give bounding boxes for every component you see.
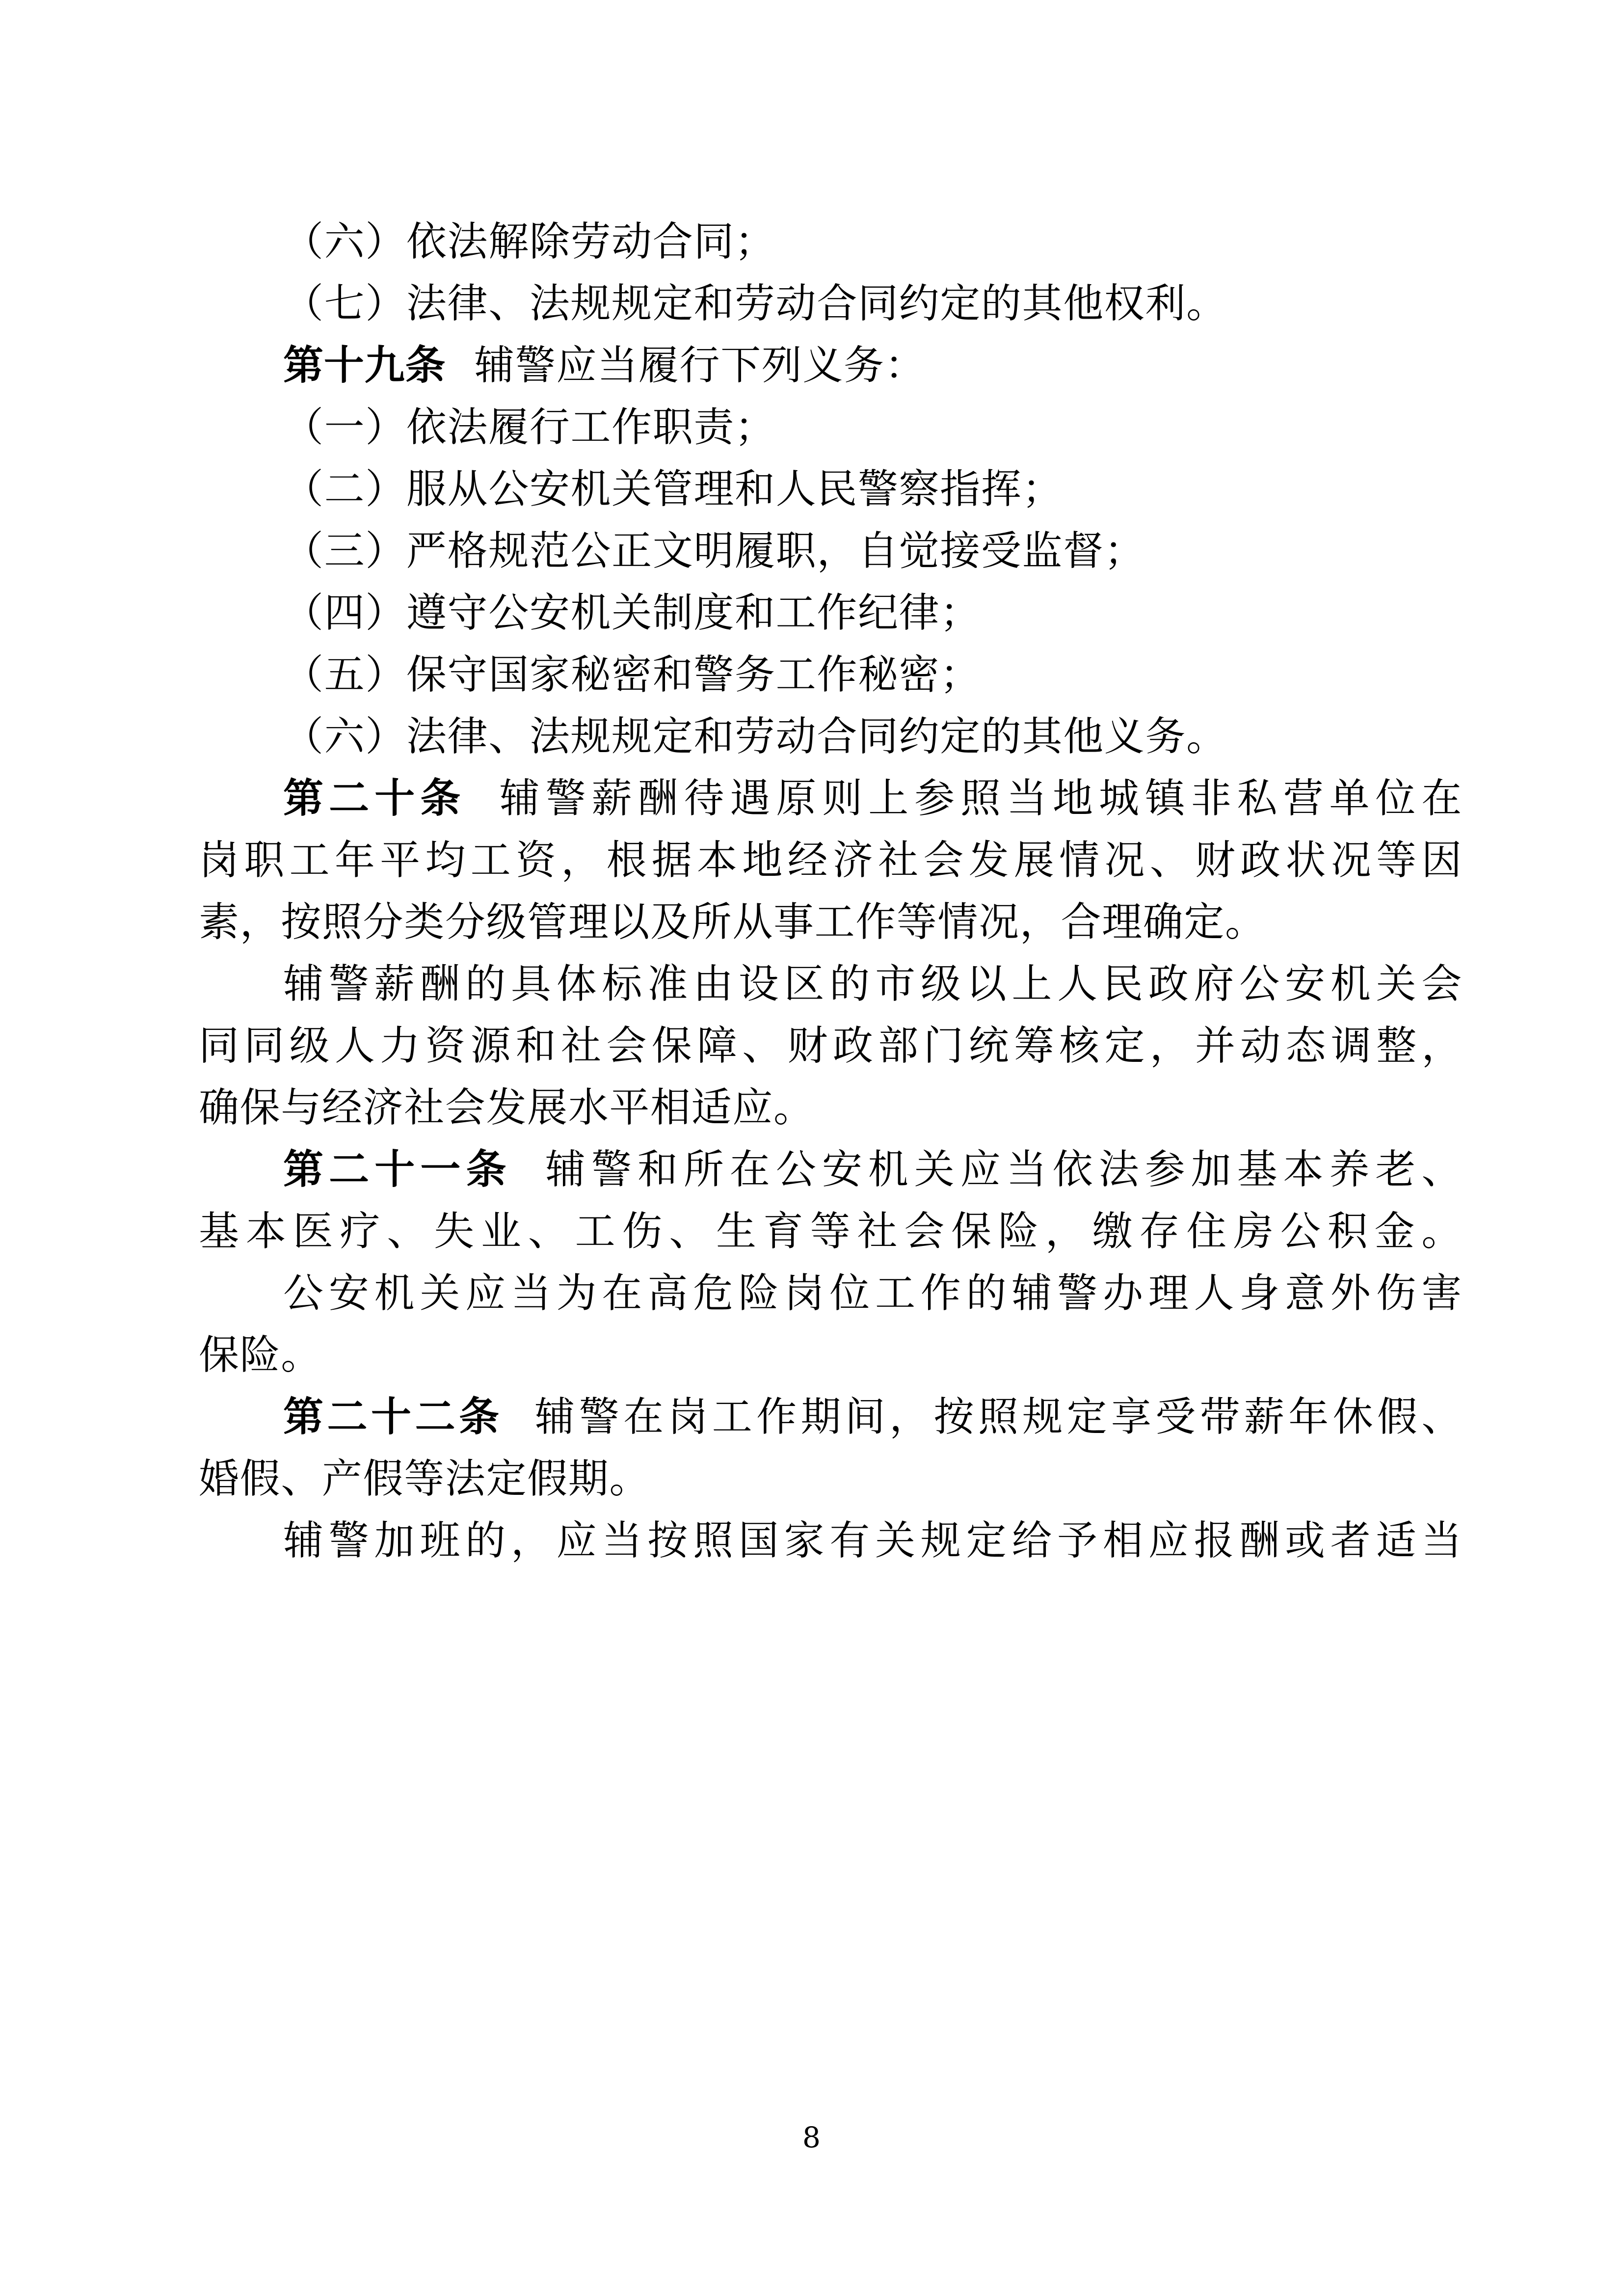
paragraph-line: 基本医疗、失业、工伤、生育等社会保险，缴存住房公积金。 [199, 1208, 1463, 1255]
list-item: （六）法律、法规规定和劳动合同约定的其他义务。 [283, 713, 1227, 760]
article-number: 第二十一条 [283, 1146, 512, 1193]
article-heading-text: 辅警和所在公安机关应当依法参加基本养老、 [540, 1146, 1463, 1193]
paragraph-line: 辅警薪酬的具体标准由设区的市级以上人民政府公安机关会 [283, 961, 1463, 1007]
paragraph-line: 素，按照分类分级管理以及所从事工作等情况，合理确定。 [199, 899, 1266, 945]
article-heading-text: 辅警薪酬待遇原则上参照当地城镇非私营单位在 [494, 775, 1463, 822]
article-number: 第二十二条 [283, 1394, 503, 1440]
list-item: （二）服从公安机关管理和人民警察指挥； [283, 466, 1064, 513]
list-item: （一）依法履行工作职责； [283, 404, 776, 451]
list-item: （五）保守国家秘密和警务工作秘密； [283, 651, 981, 698]
paragraph-line: 岗职工年平均工资，根据本地经济社会发展情况、财政状况等因 [199, 837, 1463, 884]
article-heading-text: 辅警在岗工作期间，按照规定享受带薪年休假、 [531, 1394, 1463, 1440]
article-heading-text: 辅警应当履行下列义务： [474, 342, 926, 389]
paragraph-line: 婚假、产假等法定假期。 [199, 1456, 651, 1502]
paragraph-line: 公安机关应当为在高危险岗位工作的辅警办理人身意外伤害 [283, 1270, 1463, 1317]
list-item: （三）严格规范公正文明履职，自觉接受监督； [283, 528, 1145, 574]
paragraph-line: 保险。 [199, 1332, 322, 1378]
paragraph-line: 辅警加班的，应当按照国家有关规定给予相应报酬或者适当 [283, 1517, 1463, 1564]
paragraph-line: 同同级人力资源和社会保障、财政部门统筹核定，并动态调整， [199, 1023, 1463, 1069]
list-item: （六）依法解除劳动合同； [283, 218, 776, 265]
article-heading-20 [199, 768, 1463, 830]
paragraph-line: 确保与经济社会发展水平相适应。 [199, 1084, 815, 1131]
article-heading-22 [199, 1386, 1463, 1448]
document-body [199, 211, 1463, 1572]
article-heading-19 [199, 335, 1463, 397]
list-item: （四）遵守公安机关制度和工作纪律； [283, 590, 981, 636]
page-number: 8 [802, 2121, 821, 2154]
article-number: 第十九条 [283, 342, 446, 389]
list-item: （七）法律、法规规定和劳动合同约定的其他权利。 [283, 280, 1227, 327]
article-heading-21 [199, 1139, 1463, 1201]
article-number: 第二十条 [283, 775, 466, 822]
